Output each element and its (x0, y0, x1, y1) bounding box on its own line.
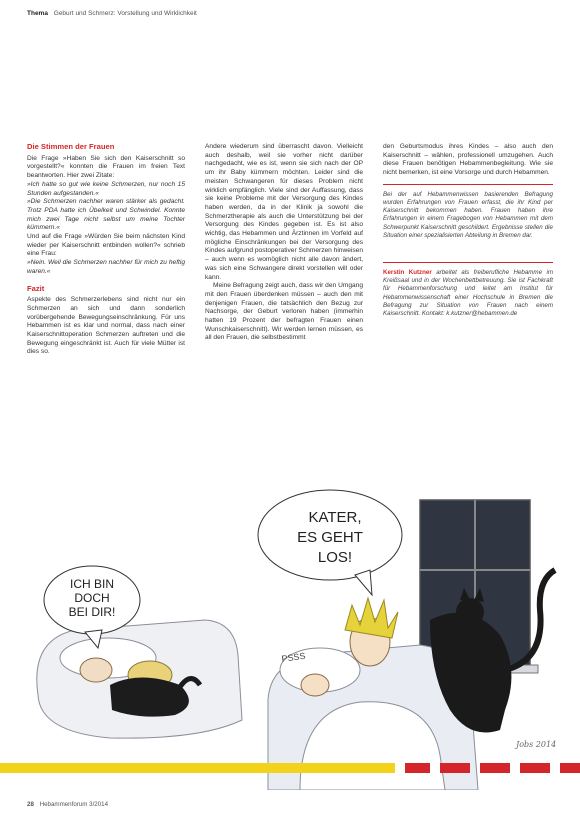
heading-conclusion: Fazit (27, 283, 45, 293)
paragraph: Aspekte des Schmerzerlebens sind nicht nur ein Schmerzen an sich und dann sonderlich vorübergehende Bewegungseinschränkung. Für uns Hebammen ist es klar und normal, dass nach einer Kaiserschnittoperation Schmerzen auftreten und die Bewegung eingeschränkt ist. Auch für viele Mütter ist dies so. (27, 296, 185, 356)
bubble-left-line2: DOCH (74, 591, 110, 605)
sound-effect: PSSS (280, 650, 307, 664)
paragraph: Die Frage »Haben Sie sich den Kaiserschnitt so vorgestellt?« konnten die Frauen im freien Text beantworten. Hier zwei Zitate: (27, 154, 185, 180)
paragraph: Andere wiederum sind überrascht davon. Vielleicht auch deshalb, weil sie vorher nicht darüber nachgedacht, wie es ist, wenn sie sich nach der OP um ihr Baby kümmern möchten. Leider sind die meisten Schwangeren für dieses Problem nicht wirklich empfänglich. Viele sind der Auffassung, dass sie keine Probleme mit der Versorgung des Kindes haben werden, da in der Klinik ja sowohl die Schmerztherapie als auch die Unterstützung bei der Versorgung des Kindes gegeben ist. Es ist also wichtig, das Hebammen und Ärztinnen im Vorfeld auf mögliche Einschränkungen bei der Versorgung des Kindes aufgrund postoperativer Schmerzen hinweisen – auch wenn es womöglich nicht alle davon ändert, was sich eine Schwangere direkt vorstellen will oder kann. (205, 143, 363, 281)
artist-signature: Jobs 2014 (516, 740, 557, 749)
speech-bubble-right (258, 490, 402, 595)
paragraph: Und auf die Frage »Würden Sie beim nächsten Kind wieder per Kaiserschnitt entbinden wollen?« schrieb eine Frau: (27, 233, 185, 258)
left-scene (37, 620, 242, 738)
column-1 (27, 143, 185, 357)
color-stripe (0, 763, 580, 773)
column-2 (205, 143, 363, 343)
bubble-right-line3: LOS! (317, 549, 353, 566)
paragraph: Meine Befragung zeigt auch, dass wir den Umgang mit den Frauen überdenken müssen – auch den mit denjenigen Frauen, die tatsächlich den Bezug zur Nachsorge, der Geburt verloren haben (immerhin hatten 19 Prozent der befragten Frauen einen Wunschkaiserschnitt). Wir werden lernen müssen, es all den Frauen, die selbstbestimmt (205, 282, 363, 342)
heading-voices: Die Stimmen der Frauen (27, 142, 115, 151)
bubble-right-line1: KATER, (308, 509, 362, 526)
section-label: Thema (27, 10, 48, 17)
paragraph: den Geburtsmodus ihres Kindes – also auch den Kaiserschnitt – wählen, professionell umzugehen. Auch diese Frauen benötigen Hebammenbegleitung. Wie sie nicht bemerken, ist eine Vorsorge und durch Hebammen. (383, 143, 553, 177)
author-contact: Kontakt: k.kutzner@hebammen.de (421, 310, 518, 318)
bubble-right-line2: ES GEHT (297, 529, 363, 546)
author-bio: arbeitet als freiberufliche Hebamme im Kreißsaal und in der Wochenbettbetreuung. Sie ist Fachkraft für Hebammenforschung und leitet am Institut für Hebammenwissenschaft einer Hochschule in Bremen die Befragung zur Situation von Frauen nach einem Kaiserschnitt. (383, 269, 553, 318)
quote: »Die Schmerzen nachher waren stärker als gedacht. Trotz PDA hatte ich Übelkeit und Schwindel. Konnte mich zwei Tage nicht selbst um meine Tochter kümmern.« (27, 198, 185, 232)
quote: »Nein. Weil die Schmerzen nachher für mich zu heftig waren.« (27, 259, 185, 275)
cartoon-illustration (0, 470, 580, 790)
page-header (27, 10, 197, 17)
page-footer (27, 801, 108, 808)
page-number: 28 (27, 801, 34, 808)
author-name: Kerstin Kutzner (383, 269, 432, 277)
author-box (383, 269, 553, 318)
bubble-left-line1: ICH BIN (69, 577, 115, 591)
section-subtitle: Geburt und Schmerz: Vorstellung und Wirklichkeit (53, 10, 197, 17)
divider (383, 262, 553, 263)
divider (383, 184, 553, 185)
bubble-left-line3: BEI DIR! (68, 605, 116, 619)
column-3 (383, 143, 553, 318)
journal-name: Hebammenforum 3/2014 (39, 801, 109, 808)
info-box: Bei der auf Hebammenwissen basierenden Befragung wurden Erfahrungen von Frauen erfasst, die ihr Kind per Kaiserschnitt bekommen haben. Frauen haben ihre Erfahrungen in einem Fragebogen von Hebammen mit dem Schwerpunkt Kaiserschnitt geschildert. Ergebnisse stellen die Situation einer spezialisierten Abteilung in Bremen dar. (383, 190, 553, 239)
quote: »Ich hatte so gut wie keine Schmerzen, nur noch 15 Stunden aufgestanden.« (27, 180, 185, 197)
